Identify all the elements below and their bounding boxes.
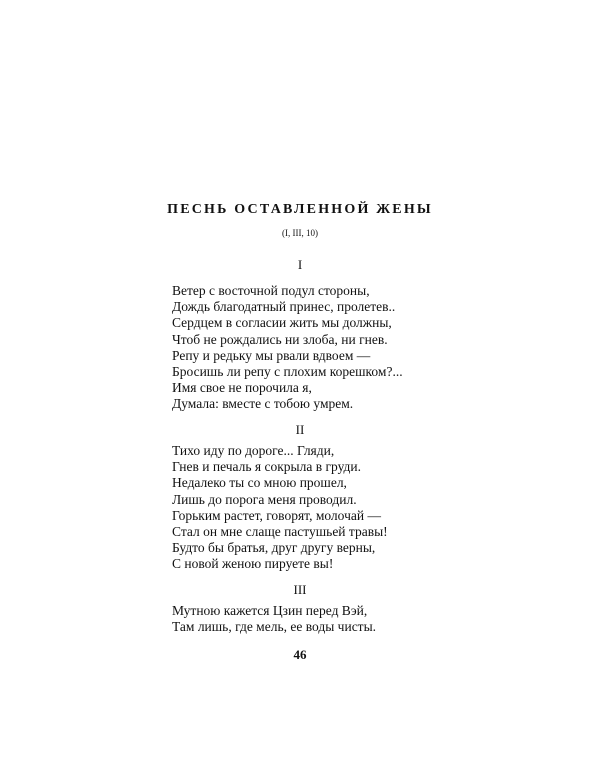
poem-line: Репу и редьку мы рвали вдвоем — — [172, 347, 371, 363]
poem-line: Сердцем в согласии жить мы должны, — [172, 315, 392, 331]
poem-line: Ветер с восточной подул стороны, — [172, 283, 370, 298]
poem-line: Бросишь ли репу с плохим корешком?... — [172, 364, 403, 380]
poem-line: Чтоб не рождались ни злоба, ни гнев. — [172, 331, 388, 347]
poem-line: Тихо иду по дороге... Гляди, — [172, 443, 335, 458]
poem-reference: (I, III, 10) — [282, 228, 318, 238]
stanza-2 — [172, 443, 472, 573]
poem-line: Думала: вместе с тобою умрем. — [172, 396, 354, 412]
poem-line: С новой женою пируете вы! — [172, 556, 334, 572]
poem-line: Стал он мне слаще пастушьей травы! — [172, 524, 388, 540]
poem-line: Лишь до порога меня проводил. — [172, 491, 357, 507]
poem-line: Там лишь, где мель, ее воды чисты. — [172, 619, 377, 635]
section-number-2: II — [295, 422, 305, 437]
poem-line: Мутною кажется Цзин перед Вэй, — [172, 603, 368, 618]
poem-title: ПЕСНЬ ОСТАВЛЕННОЙ ЖЕНЫ — [167, 202, 433, 217]
stanza-3 — [172, 603, 472, 635]
poem-line: Горьким растет, говорят, молочай — — [172, 507, 381, 523]
poem-line: Недалеко ты со мною прошел, — [172, 475, 347, 491]
poem-line: Дождь благодатный принес, пролетев.. — [172, 299, 396, 315]
poem-line: Имя свое не порочила я, — [172, 380, 312, 396]
poem-line: Гнев и печаль я сокрыла в груди. — [172, 459, 361, 475]
poem-line: Будто бы братья, друг другу верны, — [172, 540, 376, 556]
stanza-1 — [172, 283, 472, 413]
section-number-3: III — [293, 582, 307, 597]
page-number: 46 — [293, 647, 307, 662]
section-number-1: I — [297, 257, 303, 272]
